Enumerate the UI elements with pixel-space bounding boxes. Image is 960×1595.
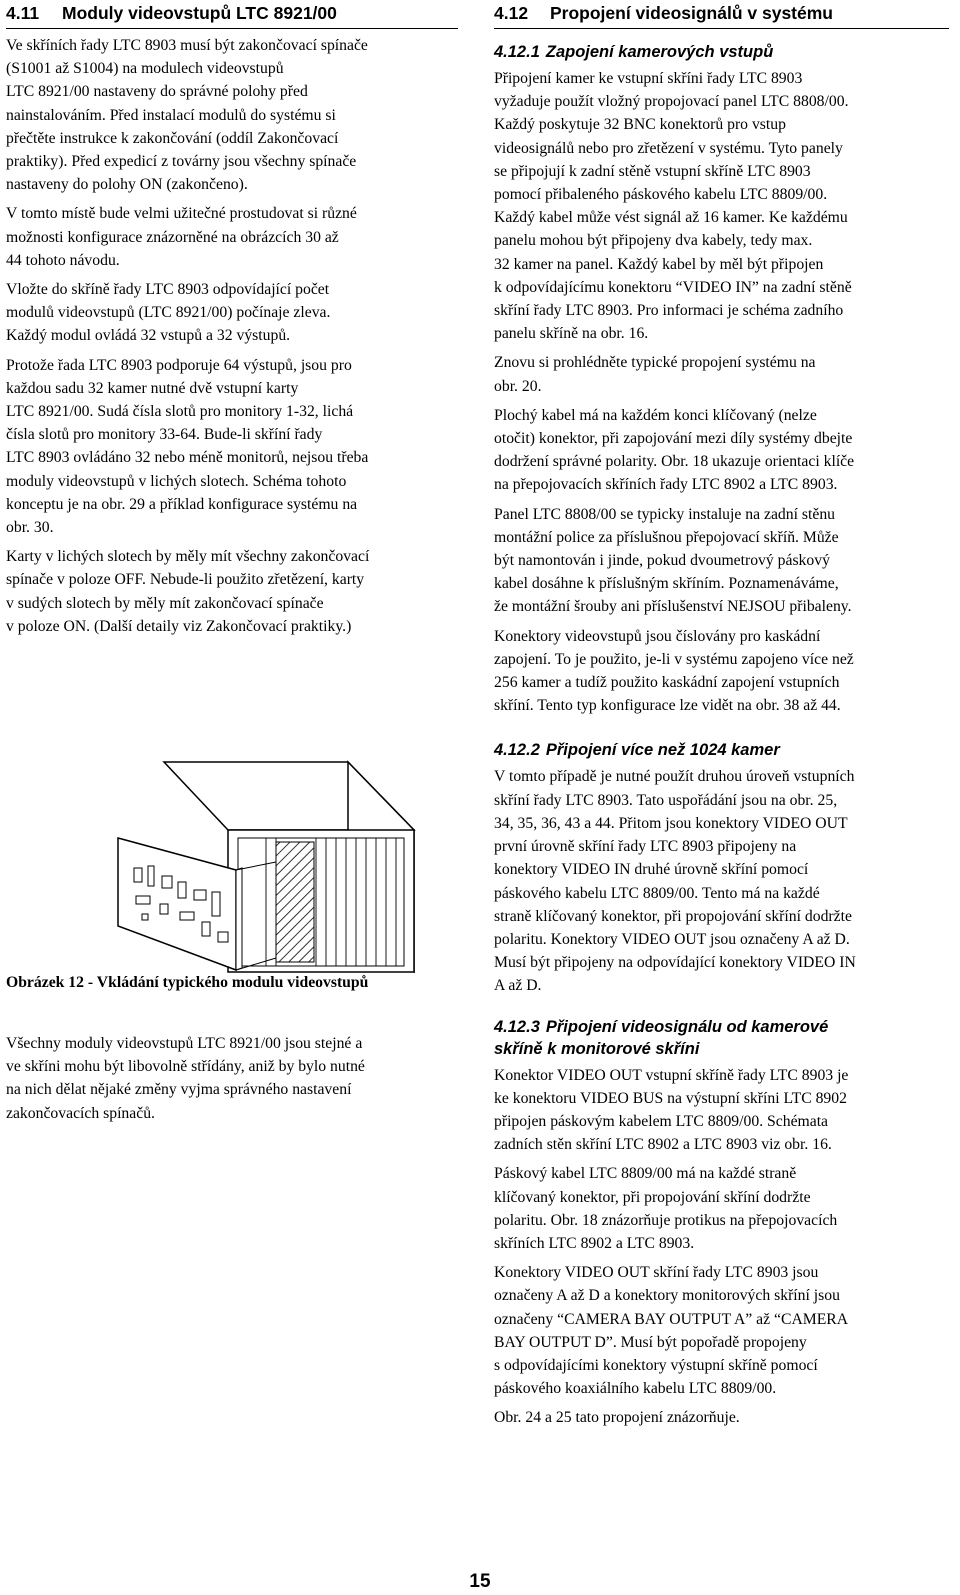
text-line: Každý poskytuje 32 BNC konektorů pro vstup xyxy=(494,116,786,134)
text-line: možnosti konfigurace znázorněné na obrázcích 30 až xyxy=(6,228,339,246)
text-line: zadních stěn skříní LTC 8902 a LTC 8903 viz obr. 16. xyxy=(494,1136,832,1154)
after-figure-paragraph xyxy=(6,1032,458,1125)
text-line: Páskový kabel LTC 8809/00 má na každé straně xyxy=(494,1165,797,1183)
text-line: vyžaduje použít vložný propojovací panel LTC 8808/00. xyxy=(494,93,849,111)
text-line: Musí být připojeny na odpovídající konektory VIDEO IN xyxy=(494,954,856,972)
page-number: 15 xyxy=(469,1571,491,1592)
section-number: 4.12 xyxy=(494,3,529,23)
text-line: skříní řady LTC 8903. Pro informaci je schéma zadního xyxy=(494,302,844,320)
text-line: Karty v lichých slotech by měly mít všechny zakončovací xyxy=(6,548,370,566)
text-line: Konektory videovstupů jsou číslovány pro kaskádní xyxy=(494,627,821,645)
text-line: V tomto případě je nutné použít druhou úroveň vstupních xyxy=(494,768,855,786)
left-after-figure xyxy=(6,1032,458,1125)
text-line: první úrovně skříní řady LTC 8903 připojeny na xyxy=(494,838,797,856)
paragraph xyxy=(494,351,949,397)
subsection-title: Zapojení kamerových vstupů xyxy=(545,43,774,61)
text-line: LTC 8921/00. Sudá čísla slotů pro monitory 1-32, lichá xyxy=(6,403,354,421)
section-title: Propojení videosignálů v systému xyxy=(550,3,833,23)
figure-12-caption: Obrázek 12 - Vkládání typického modulu videovstupů xyxy=(6,974,369,991)
text-line: spínače v poloze OFF. Nebude-li použito zřetězení, karty xyxy=(6,571,365,589)
text-line: s odpovídajícími konektory výstupní skříně pomocí xyxy=(494,1356,818,1374)
text-line: Připojení kamer ke vstupní skříni řady LTC 8903 xyxy=(494,70,803,87)
section-4-12-heading xyxy=(494,0,949,29)
text-line: montážní police za příslušnou přepojovací skříň. Může xyxy=(494,528,839,546)
text-line: Každý modul ovládá 32 vstupů a 32 výstupů. xyxy=(6,327,291,345)
text-line: moduly videovstupů v lichých slotech. Schéma tohoto xyxy=(6,472,347,490)
right-column xyxy=(494,0,949,1430)
text-line: Vložte do skříně řady LTC 8903 odpovídající počet xyxy=(6,281,330,299)
subsection-number: 4.12.2 xyxy=(494,741,540,760)
text-line: čísla slotů pro monitory 33-64. Bude-li skříní řady xyxy=(6,426,323,444)
paragraph xyxy=(494,1261,949,1400)
text-line: Panel LTC 8808/00 se typicky instaluje na zadní stěnu xyxy=(494,505,836,523)
text-line: připojen páskovým kabelem LTC 8809/00. Schémata xyxy=(494,1112,829,1130)
text-line: Protože řada LTC 8903 podporuje 64 výstupů, jsou pro xyxy=(6,356,352,374)
text-line: nainstalováním. Před instalací modulů do systému si xyxy=(6,106,336,124)
text-line: že montážní šrouby ani příslušenství NEJSOU přibaleny. xyxy=(494,598,852,616)
module-insertion-illustration xyxy=(116,758,416,973)
left-paragraphs xyxy=(6,34,458,638)
text-line: ke konektoru VIDEO BUS na výstupní skříni LTC 8902 xyxy=(494,1089,847,1107)
text-line: (S1001 až S1004) na modulech videovstupů xyxy=(6,60,284,78)
slot-opening xyxy=(276,842,314,962)
paragraph xyxy=(6,202,458,272)
text-line: Konektory VIDEO OUT skříní řady LTC 8903 jsou xyxy=(494,1264,819,1282)
text-line: V tomto místě bude velmi užitečné prostudovat si různé xyxy=(6,205,357,223)
paragraph xyxy=(494,404,949,497)
text-line: kabel dosáhne k příslušným skříním. Poznamenáváme, xyxy=(494,575,839,593)
text-line: videosignálů nebo pro zřetězení v systému. Tyto panely xyxy=(494,139,843,157)
text-line: v poloze ON. (Další detaily viz Zakončovací praktiky.) xyxy=(6,617,352,635)
paragraph xyxy=(6,278,458,348)
paragraph xyxy=(6,545,458,638)
subsection-number: 4.12.1 xyxy=(494,43,540,61)
text-line: ve skříni mohu být libovolně střídány, aniž by bylo nutné xyxy=(6,1058,365,1076)
text-line: 32 kamer na panel. Každý kabel by měl být připojen xyxy=(494,255,824,273)
text-line: zakončovacích spínačů. xyxy=(6,1104,155,1122)
text-line: 256 kamer a tudíž použito kaskádní zapojení vstupních xyxy=(494,674,840,692)
text-line: skříních LTC 8902 a LTC 8903. xyxy=(494,1234,695,1252)
paragraph xyxy=(494,625,949,718)
text-line: označeny “CAMERA BAY OUTPUT A” až “CAMERA xyxy=(494,1310,849,1328)
right-subsections xyxy=(494,41,949,1430)
text-line: Každý kabel může vést signál až 16 kamer. Ke každému xyxy=(494,209,848,227)
text-line: LTC 8903 ovládáno 32 nebo méně monitorů, nejsou třeba xyxy=(6,449,369,467)
text-line: panelu skříně na obr. 16. xyxy=(494,325,649,343)
text-line: se připojují k zadní stěně vstupní skříně LTC 8903 xyxy=(494,162,811,180)
text-line: v sudých slotech by měly mít zakončovací spínače xyxy=(6,594,324,612)
text-line: pomocí přibaleného páskového kabelu LTC 8809/00. xyxy=(494,186,828,204)
paragraph xyxy=(494,1064,949,1157)
text-line: být namontován i jinde, pokud dvoumetrový páskový xyxy=(494,552,830,570)
text-line: páskového koaxiálního kabelu LTC 8809/00. xyxy=(494,1380,777,1398)
subsection-heading xyxy=(494,739,949,761)
text-line: přečtěte instrukce k zakončování (oddíl Zakončovací xyxy=(6,129,339,147)
subsection-title: Připojení více než 1024 kamer xyxy=(545,741,780,760)
text-line: Všechny moduly videovstupů LTC 8921/00 jsou stejné a xyxy=(6,1035,363,1052)
paragraph xyxy=(494,503,949,619)
text-line: Ve skříních řady LTC 8903 musí být zakončovací spínače xyxy=(6,37,368,54)
text-line: klíčovaný konektor, při propojování skříní dodržte xyxy=(494,1188,811,1206)
text-line: praktiky). Před expedicí z továrny jsou všechny spínače xyxy=(6,153,357,171)
text-line: polaritu. Konektory VIDEO OUT jsou označeny A až D. xyxy=(494,930,850,948)
section-number: 4.11 xyxy=(6,3,40,23)
text-line: A až D. xyxy=(494,977,542,995)
text-line: otočit) konektor, při zapojování mezi díly systémy dbejte xyxy=(494,430,853,448)
paragraph xyxy=(494,67,949,345)
text-line: na přepojovacích skříních řady LTC 8902 a LTC 8903. xyxy=(494,476,838,494)
text-line: obr. 20. xyxy=(494,377,542,395)
subsection-title: skříně k monitorové skříni xyxy=(494,1039,700,1058)
card-edge xyxy=(236,868,242,970)
text-line: dodržení správné polarity. Obr. 18 ukazuje orientaci klíče xyxy=(494,453,855,471)
paragraph xyxy=(6,354,458,540)
subsection-title: Připojení videosignálu od kamerové xyxy=(545,1017,829,1036)
text-line: konektory VIDEO IN druhé úrovně skříní pomocí xyxy=(494,861,809,879)
text-line: konceptu je na obr. 29 a příklad konfigurace systému na xyxy=(6,495,358,513)
text-line: páskového kabelu LTC 8809/00. Tento má na každé xyxy=(494,884,820,902)
text-line: k odpovídajícímu konektoru “VIDEO IN” na zadní stěně xyxy=(494,278,852,296)
paragraph xyxy=(494,1162,949,1255)
text-line: LTC 8921/00 nastaveny do správné polohy před xyxy=(6,83,308,101)
subsection-heading xyxy=(494,41,949,63)
text-line: obr. 30. xyxy=(6,519,54,537)
text-line: zapojení. To je použito, je-li v systému zapojeno více než xyxy=(494,650,854,668)
text-line: 34, 35, 36, 43 a 44. Přitom jsou konektory VIDEO OUT xyxy=(494,814,848,832)
section-title: Moduly videovstupů LTC 8921/00 xyxy=(62,3,337,23)
text-line: skříní řady LTC 8903. Tato uspořádání jsou na obr. 25, xyxy=(494,791,838,809)
paragraph xyxy=(494,1406,949,1429)
text-line: modulů videovstupů (LTC 8921/00) počínaje zleva. xyxy=(6,304,331,322)
text-line: polaritu. Obr. 18 znázorňuje protikus na přepojovacích xyxy=(494,1211,838,1229)
text-line: panelu mohou být připojeny dva kabely, tedy max. xyxy=(494,232,813,250)
left-column xyxy=(6,0,458,638)
text-line: Obr. 24 a 25 tato propojení znázorňuje. xyxy=(494,1409,740,1427)
section-4-11-heading xyxy=(6,0,458,29)
text-line: BAY OUTPUT D”. Musí být popořadě propojeny xyxy=(494,1333,807,1351)
text-line: označeny A až D a konektory monitorových skříní jsou xyxy=(494,1287,840,1305)
subsection-heading xyxy=(494,1016,949,1060)
text-line: Plochý kabel má na každém konci klíčovaný (nelze xyxy=(494,406,817,424)
text-line: na nich dělat nějaké změny vyjma správného nastavení xyxy=(6,1081,352,1099)
paragraph xyxy=(6,34,458,196)
figure-12-drawing xyxy=(116,758,416,973)
text-line: každou sadu 32 kamer nutné dvě vstupní karty xyxy=(6,379,299,397)
text-line: Konektor VIDEO OUT vstupní skříně řady LTC 8903 je xyxy=(494,1066,849,1084)
text-line: skříní. Tento typ konfigurace lze vidět na obr. 38 až 44. xyxy=(494,697,841,715)
text-line: 44 tohoto návodu. xyxy=(6,251,120,269)
text-line: Znovu si prohlédněte typické propojení systému na xyxy=(494,354,816,372)
paragraph xyxy=(494,765,949,997)
text-line: nastaveny do polohy ON (zakončeno). xyxy=(6,176,248,194)
paragraph xyxy=(6,1032,458,1125)
subsection-number: 4.12.3 xyxy=(494,1017,540,1036)
text-line: straně klíčovaný konektor, při propojování skříní dodržte xyxy=(494,907,852,925)
